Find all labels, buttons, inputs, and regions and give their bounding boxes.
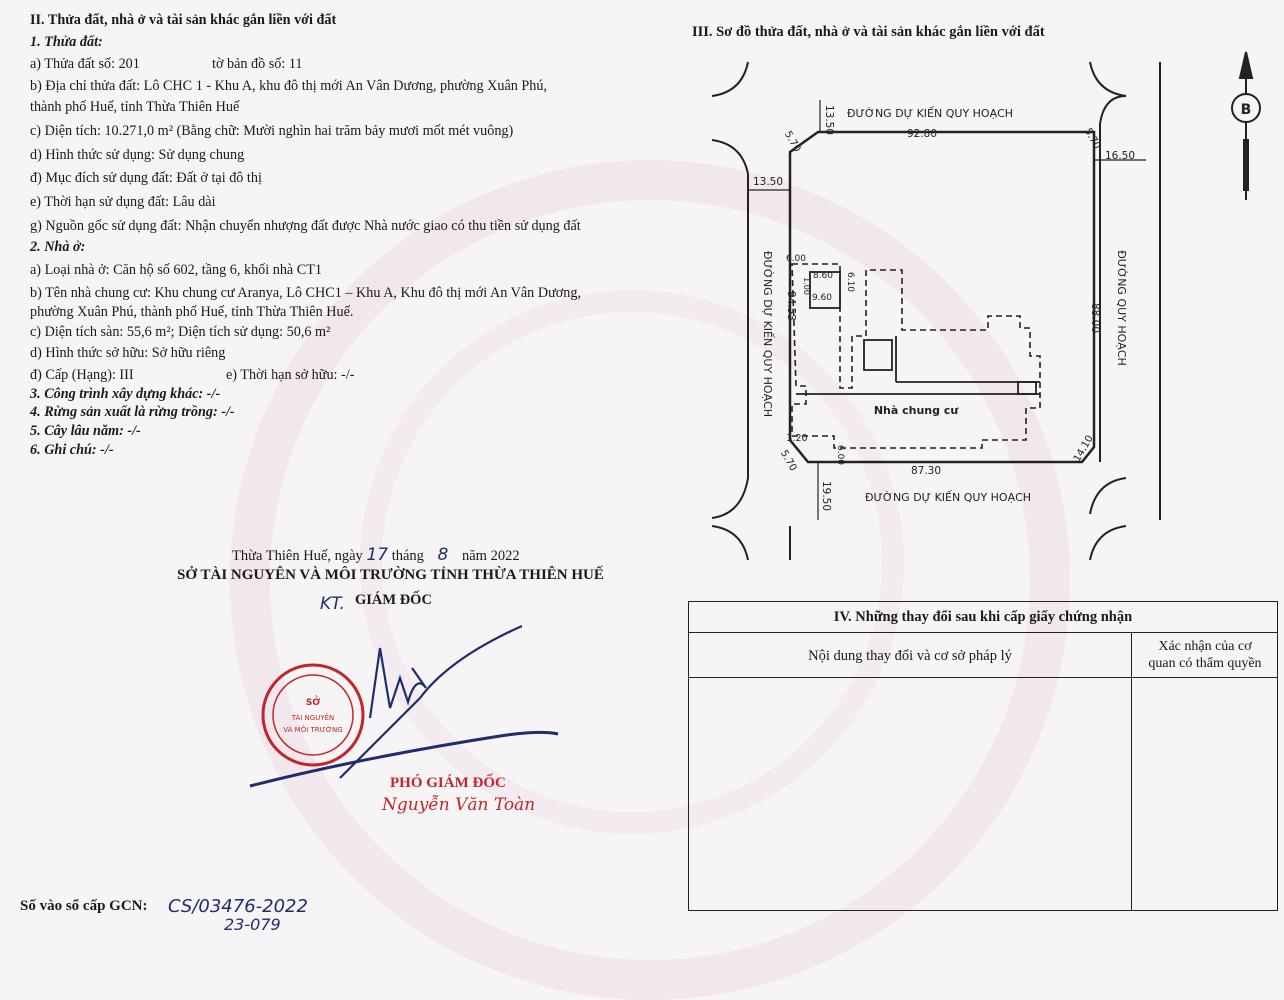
dim-corner-top-right: 5.70	[1081, 126, 1103, 152]
road-label-bottom: ĐƯỜNG DỰ KIẾN QUY HOẠCH	[864, 491, 1032, 504]
other-works: 3. Công trình xây dựng khác: -/-	[30, 386, 221, 402]
section4-heading: IV. Những thay đổi sau khi cấp giấy chứng nhận	[689, 602, 1277, 633]
use-form: d) Hình thức sử dụng: Sử dụng chung	[30, 147, 245, 163]
issue-date	[232, 545, 520, 565]
dim-top-road: 13.50	[823, 104, 835, 136]
perennial-trees: 5. Cây lâu năm: -/-	[30, 423, 141, 439]
road-edge-left-top	[712, 140, 748, 174]
building-name-line1: b) Tên nhà chung cư: Khu chung cư Aranya, Lô CHC1 – Khu A, Khu đô thị mới An Vân Dương,	[30, 285, 581, 301]
table-column-divider	[1131, 632, 1132, 910]
dim-unit-side: 6.10	[845, 271, 855, 293]
road-edge-bottom-left	[712, 526, 748, 560]
use-purpose: đ) Mục đích sử dụng đất: Đất ở tại đô thị	[30, 170, 262, 186]
building-name-line2: phường Xuân Phú, thành phố Huế, tỉnh Thừa Thiên Huế.	[30, 304, 354, 320]
dim-corner-bottom-right: 14.10	[1071, 433, 1096, 464]
dim-setback-top: 6.00	[785, 254, 807, 264]
map-sheet-number: tờ bản đồ số: 11	[212, 56, 303, 72]
address-line2: thành phố Huế, tỉnh Thừa Thiên Huế	[30, 99, 240, 115]
ownership-form: d) Hình thức sở hữu: Sở hữu riêng	[30, 345, 226, 361]
north-arrow	[1232, 52, 1260, 200]
dim-top: 92.80	[906, 128, 938, 140]
road-label-top: ĐƯỜNG DỰ KIẾN QUY HOẠCH	[846, 107, 1014, 120]
dim-small: 1.00	[802, 277, 811, 295]
building-grade: đ) Cấp (Hạng): III	[30, 367, 134, 383]
dim-corner-bottom-left: 5.70	[777, 448, 799, 474]
handwritten-signature	[240, 618, 570, 798]
dim-setback-bottom: 6.00	[835, 444, 845, 466]
notes: 6. Ghi chú: -/-	[30, 442, 114, 458]
date-prefix: Thừa Thiên Huế, ngày	[232, 548, 363, 564]
svg-text:VÀ MÔI TRƯỜNG: VÀ MÔI TRƯỜNG	[283, 726, 343, 734]
registry-sub-number: 23-079	[224, 915, 281, 934]
date-month: 8	[437, 545, 449, 565]
production-forest: 4. Rừng sản xuất là rừng trồng: -/-	[30, 404, 235, 420]
confirmation-line2: quan có thẩm quyền	[1148, 656, 1262, 671]
road-edge-right-bottom	[1090, 478, 1126, 514]
dim-bottom: 87.30	[910, 465, 942, 477]
road-label-left: ĐƯỜNG DỰ KIẾN QUY HOẠCH	[761, 250, 774, 418]
house-heading: 2. Nhà ở:	[30, 239, 86, 255]
road-edge-bottom-right	[1090, 526, 1126, 560]
stair-core-right	[1018, 382, 1036, 394]
changes-table	[688, 601, 1278, 911]
road-edge-left-bottom	[712, 424, 748, 518]
use-term: e) Thời hạn sử dụng đất: Lâu dài	[30, 194, 216, 210]
table-header-changes: Nội dung thay đổi và cơ sở pháp lý	[808, 648, 1012, 664]
section3-heading: III. Sơ đồ thửa đất, nhà ở và tài sản khác gắn liền với đất	[692, 24, 1045, 40]
floor-area: c) Diện tích sàn: 55,6 m²; Diện tích sử dụng: 50,6 m²	[30, 324, 331, 340]
confirmation-line1: Xác nhận của cơ	[1158, 639, 1252, 654]
date-day: 17	[366, 545, 389, 565]
date-year: năm 2022	[462, 548, 520, 564]
land-heading: 1. Thửa đất:	[30, 34, 103, 50]
house-type: a) Loại nhà ở: Căn hộ số 602, tầng 6, khối nhà CT1	[30, 262, 322, 278]
dim-right: 88.00	[1089, 302, 1101, 334]
signer-name: Nguyễn Văn Toàn	[382, 795, 536, 815]
dim-right-road: 16.50	[1104, 150, 1136, 162]
dim-unit-depth: 9.60	[811, 293, 833, 303]
dim-left-road: 13.50	[752, 176, 784, 188]
land-area: c) Diện tích: 10.271,0 m² (Bằng chữ: Mười nghìn hai trăm bảy mươi mốt mét vuông)	[30, 123, 514, 139]
dim-unit-width: 8.60	[812, 271, 834, 281]
road-label-right: ĐƯỜNG QUY HOẠCH	[1115, 250, 1128, 366]
kt-mark: KT.	[320, 594, 345, 614]
address-line1: b) Địa chỉ thửa đất: Lô CHC 1 - Khu A, khu đô thị mới An Vân Dương, phường Xuân Phú,	[30, 78, 548, 94]
table-header-confirmation	[1133, 638, 1277, 672]
deputy-director-title: PHÓ GIÁM ĐỐC	[390, 775, 506, 791]
parcel-number: a) Thửa đất số: 201	[30, 56, 140, 72]
dim-corner-top-left: 5.70	[781, 129, 803, 155]
dim-bottom-road: 19.50	[820, 480, 832, 512]
ownership-term: e) Thời hạn sở hữu: -/-	[226, 367, 355, 383]
building-label: Nhà chung cư	[873, 404, 959, 417]
stair-core-left	[864, 340, 892, 370]
table-header-divider	[689, 677, 1277, 678]
land-origin: g) Nguồn gốc sử dụng đất: Nhận chuyển nhượng đất được Nhà nước giao có thu tiền sử dụng đất	[30, 218, 581, 234]
dim-left: 94.53	[785, 290, 797, 322]
issuing-agency: SỞ TÀI NGUYÊN VÀ MÔI TRƯỜNG TỈNH THỪA THIÊN HUẾ	[177, 567, 604, 583]
road-edge-top-left	[712, 62, 748, 96]
registry-number: CS/03476-2022	[168, 896, 308, 917]
registry-label: Số vào sổ cấp GCN:	[20, 898, 148, 914]
apartment-building-outline	[792, 264, 1040, 448]
director-title: GIÁM ĐỐC	[355, 592, 432, 608]
date-month-word: tháng	[391, 548, 424, 564]
section2-heading: II. Thửa đất, nhà ở và tài sản khác gắn liền với đất	[30, 12, 337, 28]
svg-text:SỞ: SỞ	[305, 698, 321, 708]
north-label: B	[1240, 102, 1252, 118]
svg-text:TÀI NGUYÊN: TÀI NGUYÊN	[291, 714, 335, 722]
dim-setback-bottom-left: 3.20	[786, 433, 808, 444]
road-edge-top-right	[1090, 62, 1126, 96]
